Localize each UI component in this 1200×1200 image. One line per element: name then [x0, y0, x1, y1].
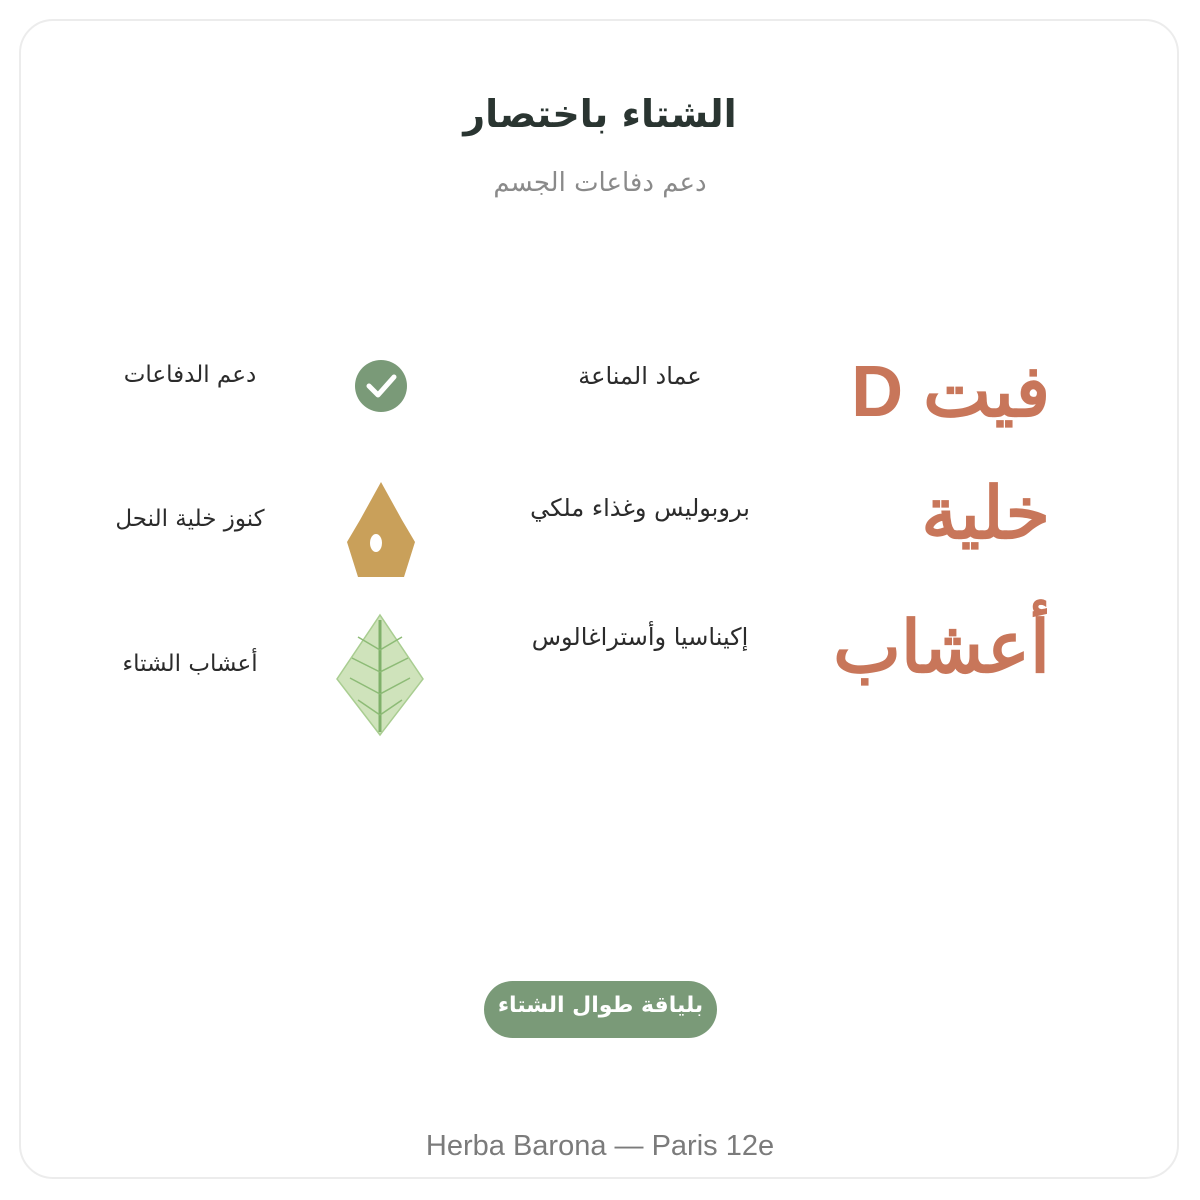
propolis-drop-icon: [344, 480, 418, 580]
leaf-icon: [334, 612, 426, 738]
footer-text: Herba Barona — Paris 12e: [425, 1130, 775, 1162]
page-subtitle: دعم دفاعات الجسم: [493, 168, 707, 198]
row-3-caption: أعشاب الشتاء: [122, 651, 258, 677]
page-title: الشتاء باختصار: [463, 92, 737, 136]
row-3-big-label: أعشاب: [833, 608, 1050, 688]
row-3-description: إكيناسيا وأستراغالوس: [531, 623, 749, 651]
row-1-big-label: فيت D: [851, 352, 1050, 432]
row-2-big-label: خلية: [921, 474, 1050, 554]
checkmark-circle-icon: [353, 358, 409, 414]
row-2-description: بروبوليس وغذاء ملكي: [530, 494, 750, 522]
row-2-caption: كنوز خلية النحل: [115, 506, 265, 532]
row-1-description: عماد المناعة: [578, 362, 702, 390]
winter-fitness-button[interactable]: بلياقة طوال الشتاء: [484, 981, 717, 1038]
row-1-caption: دعم الدفاعات: [123, 362, 257, 388]
